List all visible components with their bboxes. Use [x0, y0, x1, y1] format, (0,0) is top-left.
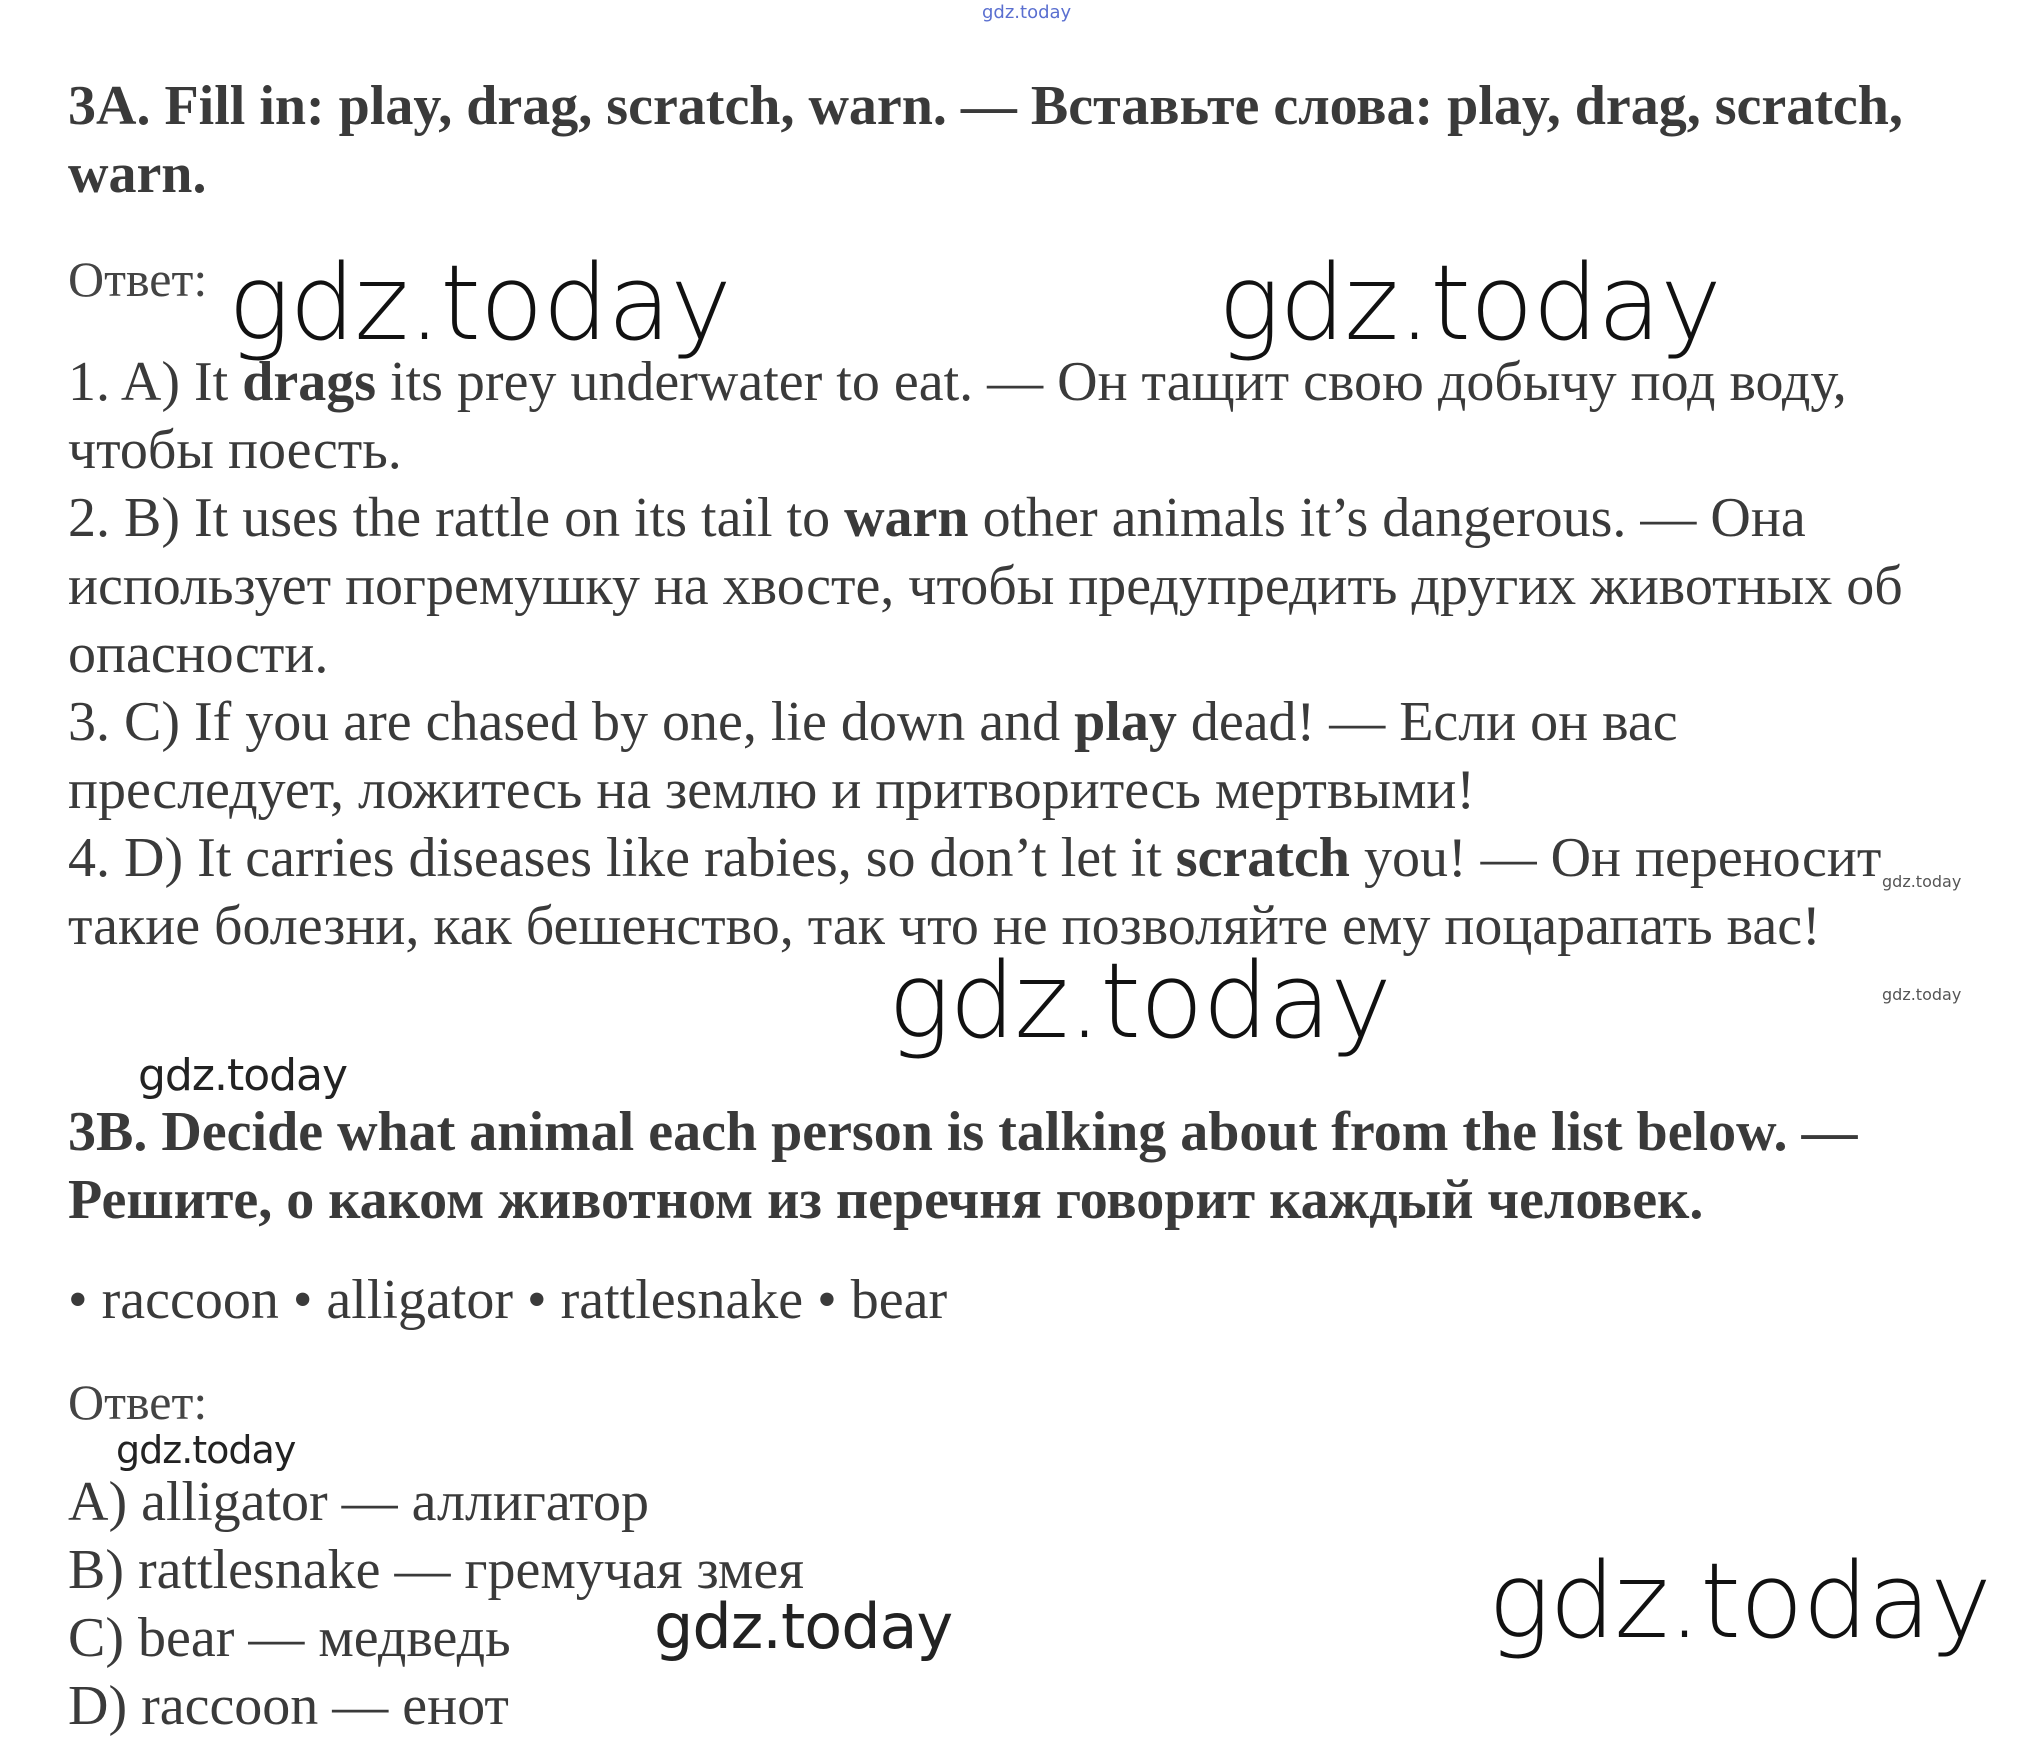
answer-d: D) raccoon — енот — [68, 1675, 509, 1737]
answer-a: A) alligator — аллигатор — [68, 1471, 649, 1533]
item-3-line-2: преследует, ложитесь на землю и притворитесь мертвыми! — [68, 759, 1476, 821]
watermark-top: gdz.today — [982, 2, 1072, 23]
keyword-warn: warn — [844, 487, 969, 549]
section-3a-heading-line1: 3A. Fill in: play, drag, scratch, warn. — Вставьте слова: play, drag, scratch, — [68, 75, 1903, 137]
section-3a-answer-label: Ответ: — [68, 251, 208, 307]
section-3b-answer-label: Ответ: — [68, 1374, 208, 1430]
watermark-big-1: gdz.today — [228, 242, 731, 364]
item-1-line-2: чтобы поесть. — [68, 419, 402, 481]
keyword-drags: drags — [242, 351, 377, 413]
answer-b: B) rattlesnake — гремучая змея — [68, 1539, 804, 1601]
keyword-scratch: scratch — [1175, 827, 1350, 889]
keyword-play: play — [1074, 691, 1177, 753]
section-3a-heading-line2: warn. — [68, 143, 207, 205]
item-2-line-1: 2. B) It uses the rattle on its tail to warn other animals it’s dangerous. — Она — [68, 487, 1806, 549]
watermark-mid-1: gdz.today — [138, 1050, 348, 1101]
item-2-line-2: использует погремушку на хвосте, чтобы предупредить других животных об — [68, 555, 1903, 617]
watermark-big-4: gdz.today — [1488, 1540, 1991, 1662]
watermark-big-2: gdz.today — [1218, 242, 1721, 364]
answer-c: C) bear — медведь — [68, 1607, 511, 1669]
item-4-line-2: такие болезни, как бешенство, так что не позволяйте ему поцарапать вас! — [68, 895, 1821, 957]
watermark-small-1: gdz.today — [1882, 872, 1962, 891]
section-3b-heading-line1: 3B. Decide what animal each person is talking about from the list below. — — [68, 1101, 1858, 1163]
item-1-line-1: 1. A) It drags its prey underwater to eat. — Он тащит свою добычу под воду, — [68, 351, 1847, 413]
watermark-mid-2: gdz.today — [116, 1428, 296, 1472]
item-3-line-1: 3. C) If you are chased by one, lie down and play dead! — Если он вас — [68, 691, 1678, 753]
watermark-small-2: gdz.today — [1882, 985, 1962, 1004]
word-list: • raccoon • alligator • rattlesnake • bear — [68, 1269, 948, 1331]
watermark-mid-3: gdz.today — [654, 1590, 953, 1663]
section-3b-heading-line2: Решите, о каком животном из перечня говорит каждый человек. — [68, 1169, 1704, 1231]
item-2-line-3: опасности. — [68, 623, 329, 685]
watermark-big-3: gdz.today — [888, 940, 1391, 1062]
item-4-line-1: 4. D) It carries diseases like rabies, so don’t let it scratch you! — Он переносит — [68, 827, 1882, 889]
